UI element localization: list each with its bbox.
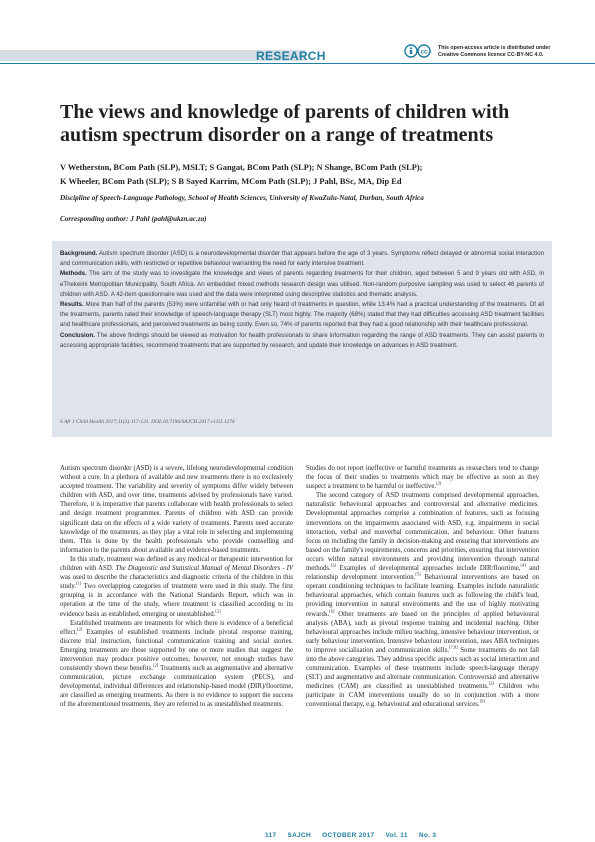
reference-mark: [2] [215,608,221,614]
conclusion-text: The above findings should be viewed as motivation for health professionals to share information regarding the range of ASD treatments. They can assist parents in accessing appropriate facilities, recommend treatments that are supported by research, and update their knowledge on advances in ASD treatment. [60,331,544,349]
reference-mark: [6] [329,608,335,614]
issue-date: OCTOBER 2017 [322,832,375,839]
license-line-1: This open-access article is distributed under [438,45,551,51]
methods-label: Methods. [60,270,87,278]
abstract-conclusion [60,331,544,351]
reference-mark: [4] [520,562,526,568]
author-list [60,161,540,189]
results-text: More than half of the parents (53%) were unfamiliar with or had only heard of treatments in question, while 13.4% had a practical understanding of the treatments. Of all the treatments, parents rated their knowledge of speech-language therapy (SLT) most highly. The majority (68%) stated that they had difficulties accessing ASD treatment facilities and healthcare professionals, and perceived treatments as being costly. Even so, 74% of parents reported that they had a good relationship with their healthcare professional. [60,301,544,329]
reference-mark: [3] [330,562,336,568]
body-paragraph: Studies do not report ineffective or harmful treatments as researchers tend to change the focus of their studies to treatments which may be effective as soon as they suspect a treatment to be harmful or ineffective.[2] [306,465,539,491]
reference-mark: [2] [77,626,83,632]
authors-line-2: K Wheeler, BCom Path (SLP); S B Sayed Karrim, MCom Path (SLP); J Pahl, BSc, MA, Dip Ed [60,177,402,186]
header-rule [0,63,595,64]
background-label: Background. [60,250,98,257]
methods-text: The aim of the study was to investigate the knowledge and views of parents regarding treatments for their children, aged between 5 and 9 years old with ASD, in eThekwini Metropolitan Municipality, South Africa. An embedded mixed methods research design was utilised. Non-random purposive sampling was used to select 46 parents of children with ASD. A 42-item questionnaire was used and the data were interpreted using descriptive statistics and thematic analysis. [60,270,544,298]
reference-mark: [7,8] [449,644,458,650]
reference-mark: [9] [479,699,485,705]
conclusion-label: Conclusion. [60,331,95,339]
background-text: Autism spectrum disorder (ASD) is a neurodevelopmental disorder that appears before the age of 3 years. Symptoms reflect delayed or abnormal social interaction and communication skills, with restricted or repetitive behaviour warranting the need for early intensive treatment. [60,250,545,268]
body-paragraph: Autism spectrum disorder (ASD) is a severe, lifelong neurodevelopmental condition without a cure. In a plethora of available and new treatments there is no exclusively accepted treatment. The variability and severity of symptoms differ widely between children with ASD, and over time, treatments advised by professionals have varied. Therefore, it is imperative that parents collaborate with health professionals to select and design treatment programmes. Parents of children with ASD can provide significant data on the effects of a wide variety of treatments. Parents need accurate knowledge of the treatments, as they play a vital role in selecting and implementing them. This is done by the health professionals who provide counselling and information to the parents about available and evidence-based treatments. [60,465,293,554]
abstract-methods [60,269,544,300]
cc-license-icon [404,44,432,58]
volume: Vol. 11 [385,832,408,839]
body-paragraph: In this study, treatment was defined as any medical or therapeutic intervention for children with ASD. The Diagnostic and Statistical Manual of Mental Disorders - IV was used to describe the characteristics and diagnostic criteria of the children in this study.[1] Two overlapping categories of treatment were used in this study. The first grouping is in accordance with the National Standards Report, which was in operation at the time of the study, where treatment is classified according to its evidence basis as established, emerging or unestablished.[2] [60,555,294,618]
abstract-background [60,249,544,269]
body-paragraph: Established treatments are treatments for which there is evidence of a beneficial effect.[2] Examples of established treatments include pivotal response training, discrete trial instruction, functional communication training and social stories. Emerging treatments are those supported by one or more studies that suggest the intervention may produce positive outcomes; however, not enough studies have consistently shown these benefits.[2] Treatments such as augmentative and alternative communication, picture exchange communication system (PECS), and developmental, individual differences and relationship-based model (DIR)/floortime, are classified as emerging treatments. As there is no evidence to support the success of the aforementioned treatments, they are referred to as unestablished treatments. [60,619,294,709]
body-paragraph: The second category of ASD treatments comprised developmental approaches, naturalistic behavioural approaches and controversial and alternative medicines. Developmental approaches comprise a combination of features, such as focusing interventions on the impairments associated with ASD, e.g. impairments in social interaction, verbal and nonverbal communication, and behaviour. Other features focus on including the family in decision-making and ensuring that interventions are based on the family's requirements, concerns and priorities, ensuring that intervention occurs within natural environments and providing intervention through natural methods.[3] Examples of developmental approaches include DIR/floortime,[4] and relationship development intervention.[5] Behavioural interventions are based on operant conditioning techniques to facilitate learning. Examples include naturalistic behavioural approaches, which contain features such as following the child's lead, providing intervention in natural environments and the use of highly motivating rewards.[6] Other treatments are based on the principles of applied behavioural analysis (ABA), such as pivotal response training and incidental teaching. Other behavioural approaches include milieu teaching, intensive behaviour intervention, or early behaviour intervention. Intensive behaviour intervention, uses ABA techniques to improve socialisation and communication skills.[7,8] Some treatments do not fall into the above categories. They address specific aspects such as social interaction and communication. Examples of these treatments include speech-language therapy (SLT) and augmentative and alternate communication. Controversial and alternative medicines (CAM) are classified as unestablished treatments.[2] Children who participate in CAM interventions usually do so in conjunction with a more conventional therapy, e.g. behavioural and educational services.[9] [306,492,540,709]
abstract-results [60,300,544,331]
corresponding-author: Corresponding author: J Pahl (pahl@ukzn.ac.za) [60,215,207,223]
abstract-box [52,241,552,437]
citation: S Afr J Child Health 2017;11(3):117-121. DOI:10.7196/SAJCH.2017.v11i3.1274 [60,419,235,425]
affiliation: Discipline of Speech-Language Pathology, School of Health Sciences, University of KwaZulu-Natal, Durban, South Africa [60,194,424,202]
license-line-2: Creative Commons licence CC-BY-NC 4.0. [438,52,544,58]
section-label: RESEARCH [256,49,326,63]
article-title: The views and knowledge of parents of children with autism spectrum disorder on a range of treatments [60,101,510,146]
results-label: Results. [60,301,84,309]
svg-text:cc: cc [420,48,428,56]
page-number: 117 [265,832,277,839]
authors-line-1: V Wetherston, BCom Path (SLP), MSLT; S Gangat, BCom Path (SLP); N Shange, BCom Path (SLP); [60,163,423,172]
journal-name: SAJCH [287,832,312,839]
reference-mark: [1] [76,580,82,586]
reference-mark: [2] [488,680,494,686]
issue-number: No. 3 [418,832,437,839]
license-note [438,45,588,59]
reference-mark: [5] [415,571,421,577]
reference-mark: [2] [436,480,442,486]
page-footer [265,832,445,839]
reference-mark: [2] [153,662,159,668]
body-column-left [60,464,293,710]
body-column-right [306,464,539,710]
